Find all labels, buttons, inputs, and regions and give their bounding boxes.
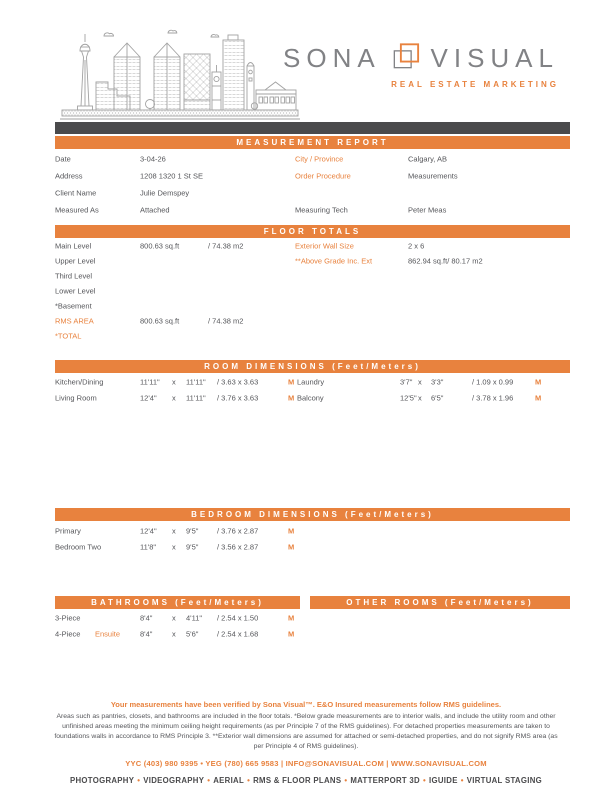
cloud-icon (211, 34, 219, 37)
meters-marker: M (288, 377, 295, 387)
room-feet-width: 12'5" (400, 393, 417, 403)
floor-level-label: Third Level (55, 271, 93, 280)
room-meters: / 3.78 x 1.96 (472, 393, 514, 403)
meters-marker: M (288, 613, 295, 623)
dimension-separator: x (172, 542, 176, 552)
order-procedure-label: Order Procedure (295, 171, 351, 180)
room-name: Balcony (297, 393, 324, 403)
above-grade-label: **Above Grade Inc. Ext (295, 256, 373, 265)
section-bar-floor-totals: FLOOR TOTALS (55, 225, 570, 238)
room-feet-width: 3'7" (400, 377, 413, 387)
room-row (55, 390, 570, 406)
room-meters: / 3.76 x 3.63 (217, 393, 259, 403)
section-bar-other-rooms: OTHER ROOMS (Feet/Meters) (310, 596, 570, 609)
dimension-separator: x (172, 629, 176, 639)
service-item: PHOTOGRAPHY (70, 776, 135, 785)
bathroom-meters: / 2.54 x 1.50 (217, 613, 259, 623)
room-feet-length: 11'11" (186, 393, 206, 403)
floor-row (55, 283, 570, 298)
floor-level-label: Main Level (55, 241, 92, 250)
client-name-value: Julie Demspey (140, 188, 190, 197)
dimension-separator: x (418, 377, 422, 387)
bedroom-meters: / 3.56 x 2.87 (217, 542, 259, 552)
dimension-separator: x (172, 393, 176, 403)
room-feet-width: 11'11" (140, 377, 160, 387)
dimension-separator: x (418, 393, 422, 403)
floor-row (55, 328, 570, 343)
date-value: 3-04-26 (140, 154, 166, 163)
dimension-separator: x (172, 377, 176, 387)
measuring-tech-label: Measuring Tech (295, 205, 348, 214)
room-meters: / 3.63 x 3.63 (217, 377, 259, 387)
floor-level-label: Upper Level (55, 256, 96, 265)
floor-row (55, 298, 570, 313)
bathroom-name: 3-Piece (55, 613, 81, 623)
city-province-label: City / Province (295, 154, 344, 163)
bedroom-feet-width: 11'8" (140, 542, 157, 552)
floor-level-label: *Basement (55, 301, 92, 310)
above-grade-value: 862.94 sq.ft/ 80.17 m2 (408, 256, 483, 265)
section-bar-bathrooms: BATHROOMS (Feet/Meters) (55, 596, 300, 609)
bathroom-feet-width: 8'4" (140, 629, 153, 639)
bedroom-feet-width: 12'4" (140, 526, 157, 536)
service-separator: • (344, 776, 348, 785)
floor-sqft-value: 800.63 sq.ft (140, 241, 180, 250)
address-value: 1208 1320 1 St SE (140, 171, 203, 180)
info-row (55, 201, 570, 218)
floor-totals-section (55, 238, 570, 343)
bathroom-feet-length: 5'6" (186, 629, 199, 639)
bedroom-name: Bedroom Two (55, 542, 102, 552)
room-name: Laundry (297, 377, 325, 387)
logo-word-sona: SONA (283, 43, 381, 73)
city-skyline-illustration (60, 26, 300, 131)
bedroom-feet-length: 9'5" (186, 542, 199, 552)
room-dimensions-section (55, 374, 570, 406)
bedroom-meters: / 3.76 x 2.87 (217, 526, 259, 536)
section-bar-bedroom-dimensions: BEDROOM DIMENSIONS (Feet/Meters) (55, 508, 570, 521)
floor-row (55, 313, 570, 328)
service-item: IGUIDE (429, 776, 458, 785)
floor-row (55, 253, 570, 268)
dimension-separator: x (172, 526, 176, 536)
exterior-wall-size-label: Exterior Wall Size (295, 241, 354, 250)
service-item: VIDEOGRAPHY (143, 776, 205, 785)
section-bar-measurement-report: MEASUREMENT REPORT (55, 136, 570, 149)
bathroom-meters: / 2.54 x 1.68 (217, 629, 259, 639)
verification-statement: Your measurements have been verified by Sona Visual™. E&O Insured measurements follow RMS guidelines. (110, 700, 502, 709)
bathroom-name: 4-Piece (55, 629, 81, 639)
address-label: Address (55, 171, 83, 180)
bedroom-row (55, 523, 570, 539)
service-item: MATTERPORT 3D (350, 776, 420, 785)
service-separator: • (423, 776, 427, 785)
service-separator: • (460, 776, 464, 785)
service-separator: • (247, 776, 251, 785)
dimension-separator: x (172, 613, 176, 623)
rms-area-m2-value: / 74.38 m2 (208, 316, 244, 325)
services-list (0, 776, 612, 785)
rms-area-sqft-value: 800.63 sq.ft (140, 316, 180, 325)
rms-disclaimer-text: Areas such as pantries, closets, and bathrooms are included in the floor totals. *Below grade measurements are to interior walls, and include the utility room and other unfinished areas meeting the minimum ceiling height requirements (as per Principle 7 of the RMS guidelines). For detached properties measurements are taken to foundations walls in accordance to RMS Principle 3. **Exterior wall dimensions are assumed for attached or semi-detached properties, and do not signify RMS area (as per Principle 4 of RMS guidelines). (54, 713, 558, 750)
report-info-section (55, 150, 570, 218)
meters-marker: M (288, 393, 295, 403)
exterior-wall-size-value: 2 x 6 (408, 241, 425, 250)
service-separator: • (137, 776, 141, 785)
bedroom-dimensions-section (55, 523, 570, 555)
service-item: VIRTUAL STAGING (466, 776, 542, 785)
total-label: *TOTAL (55, 331, 82, 340)
service-separator: • (207, 776, 211, 785)
room-feet-length: 11'11" (186, 377, 206, 387)
service-item: RMS & FLOOR PLANS (253, 776, 342, 785)
bathroom-feet-width: 8'4" (140, 613, 153, 623)
room-feet-length: 6'5" (431, 393, 444, 403)
section-bar-room-dimensions: ROOM DIMENSIONS (Feet/Meters) (55, 360, 570, 373)
info-row (55, 167, 570, 184)
header-divider-bar (55, 122, 570, 134)
info-row (55, 184, 570, 201)
floor-m2-value: / 74.38 m2 (208, 241, 244, 250)
meters-marker: M (535, 393, 542, 403)
floor-row (55, 238, 570, 253)
cloud-icon (104, 33, 114, 36)
skyline-line-art (60, 26, 300, 126)
room-name: Kitchen/Dining (55, 377, 104, 387)
measured-as-label: Measured As (55, 205, 99, 214)
rms-area-label: RMS AREA (55, 316, 94, 325)
floor-level-label: Lower Level (55, 286, 96, 295)
room-feet-length: 3'3" (431, 377, 444, 387)
room-meters: / 1.09 x 0.99 (472, 377, 514, 387)
room-feet-width: 12'4" (140, 393, 157, 403)
meters-marker: M (535, 377, 542, 387)
order-procedure-value: Measurements (408, 171, 458, 180)
meters-marker: M (288, 542, 295, 552)
bedroom-name: Primary (55, 526, 81, 536)
bedroom-feet-length: 9'5" (186, 526, 199, 536)
service-item: AERIAL (213, 776, 245, 785)
measured-as-value: Attached (140, 205, 170, 214)
cloud-icon (168, 30, 177, 33)
city-province-value: Calgary, AB (408, 154, 448, 163)
overlapping-squares-logo-icon (392, 42, 420, 75)
bathroom-row (55, 610, 570, 626)
room-name: Living Room (55, 393, 97, 403)
bathroom-feet-length: 4'11" (186, 613, 203, 623)
logo-word-visual: VISUAL (430, 43, 559, 73)
floor-row (55, 268, 570, 283)
measuring-tech-value: Peter Meas (408, 205, 447, 214)
date-label: Date (55, 154, 71, 163)
logo-tagline: REAL ESTATE MARKETING (391, 80, 559, 89)
client-name-label: Client Name (55, 188, 97, 197)
bathroom-ensuite-tag: Ensuite (95, 629, 121, 639)
bedroom-row (55, 539, 570, 555)
room-row (55, 374, 570, 390)
bathrooms-section (55, 610, 570, 642)
meters-marker: M (288, 526, 295, 536)
bathroom-row (55, 626, 570, 642)
meters-marker: M (288, 629, 295, 639)
sona-visual-logo (283, 42, 559, 89)
info-row (55, 150, 570, 167)
contact-info-line: YYC (403) 980 9395 • YEG (780) 665 9583 | INFO@SONAVISUAL.COM | WWW.SONAVISUAL.COM (125, 759, 487, 768)
